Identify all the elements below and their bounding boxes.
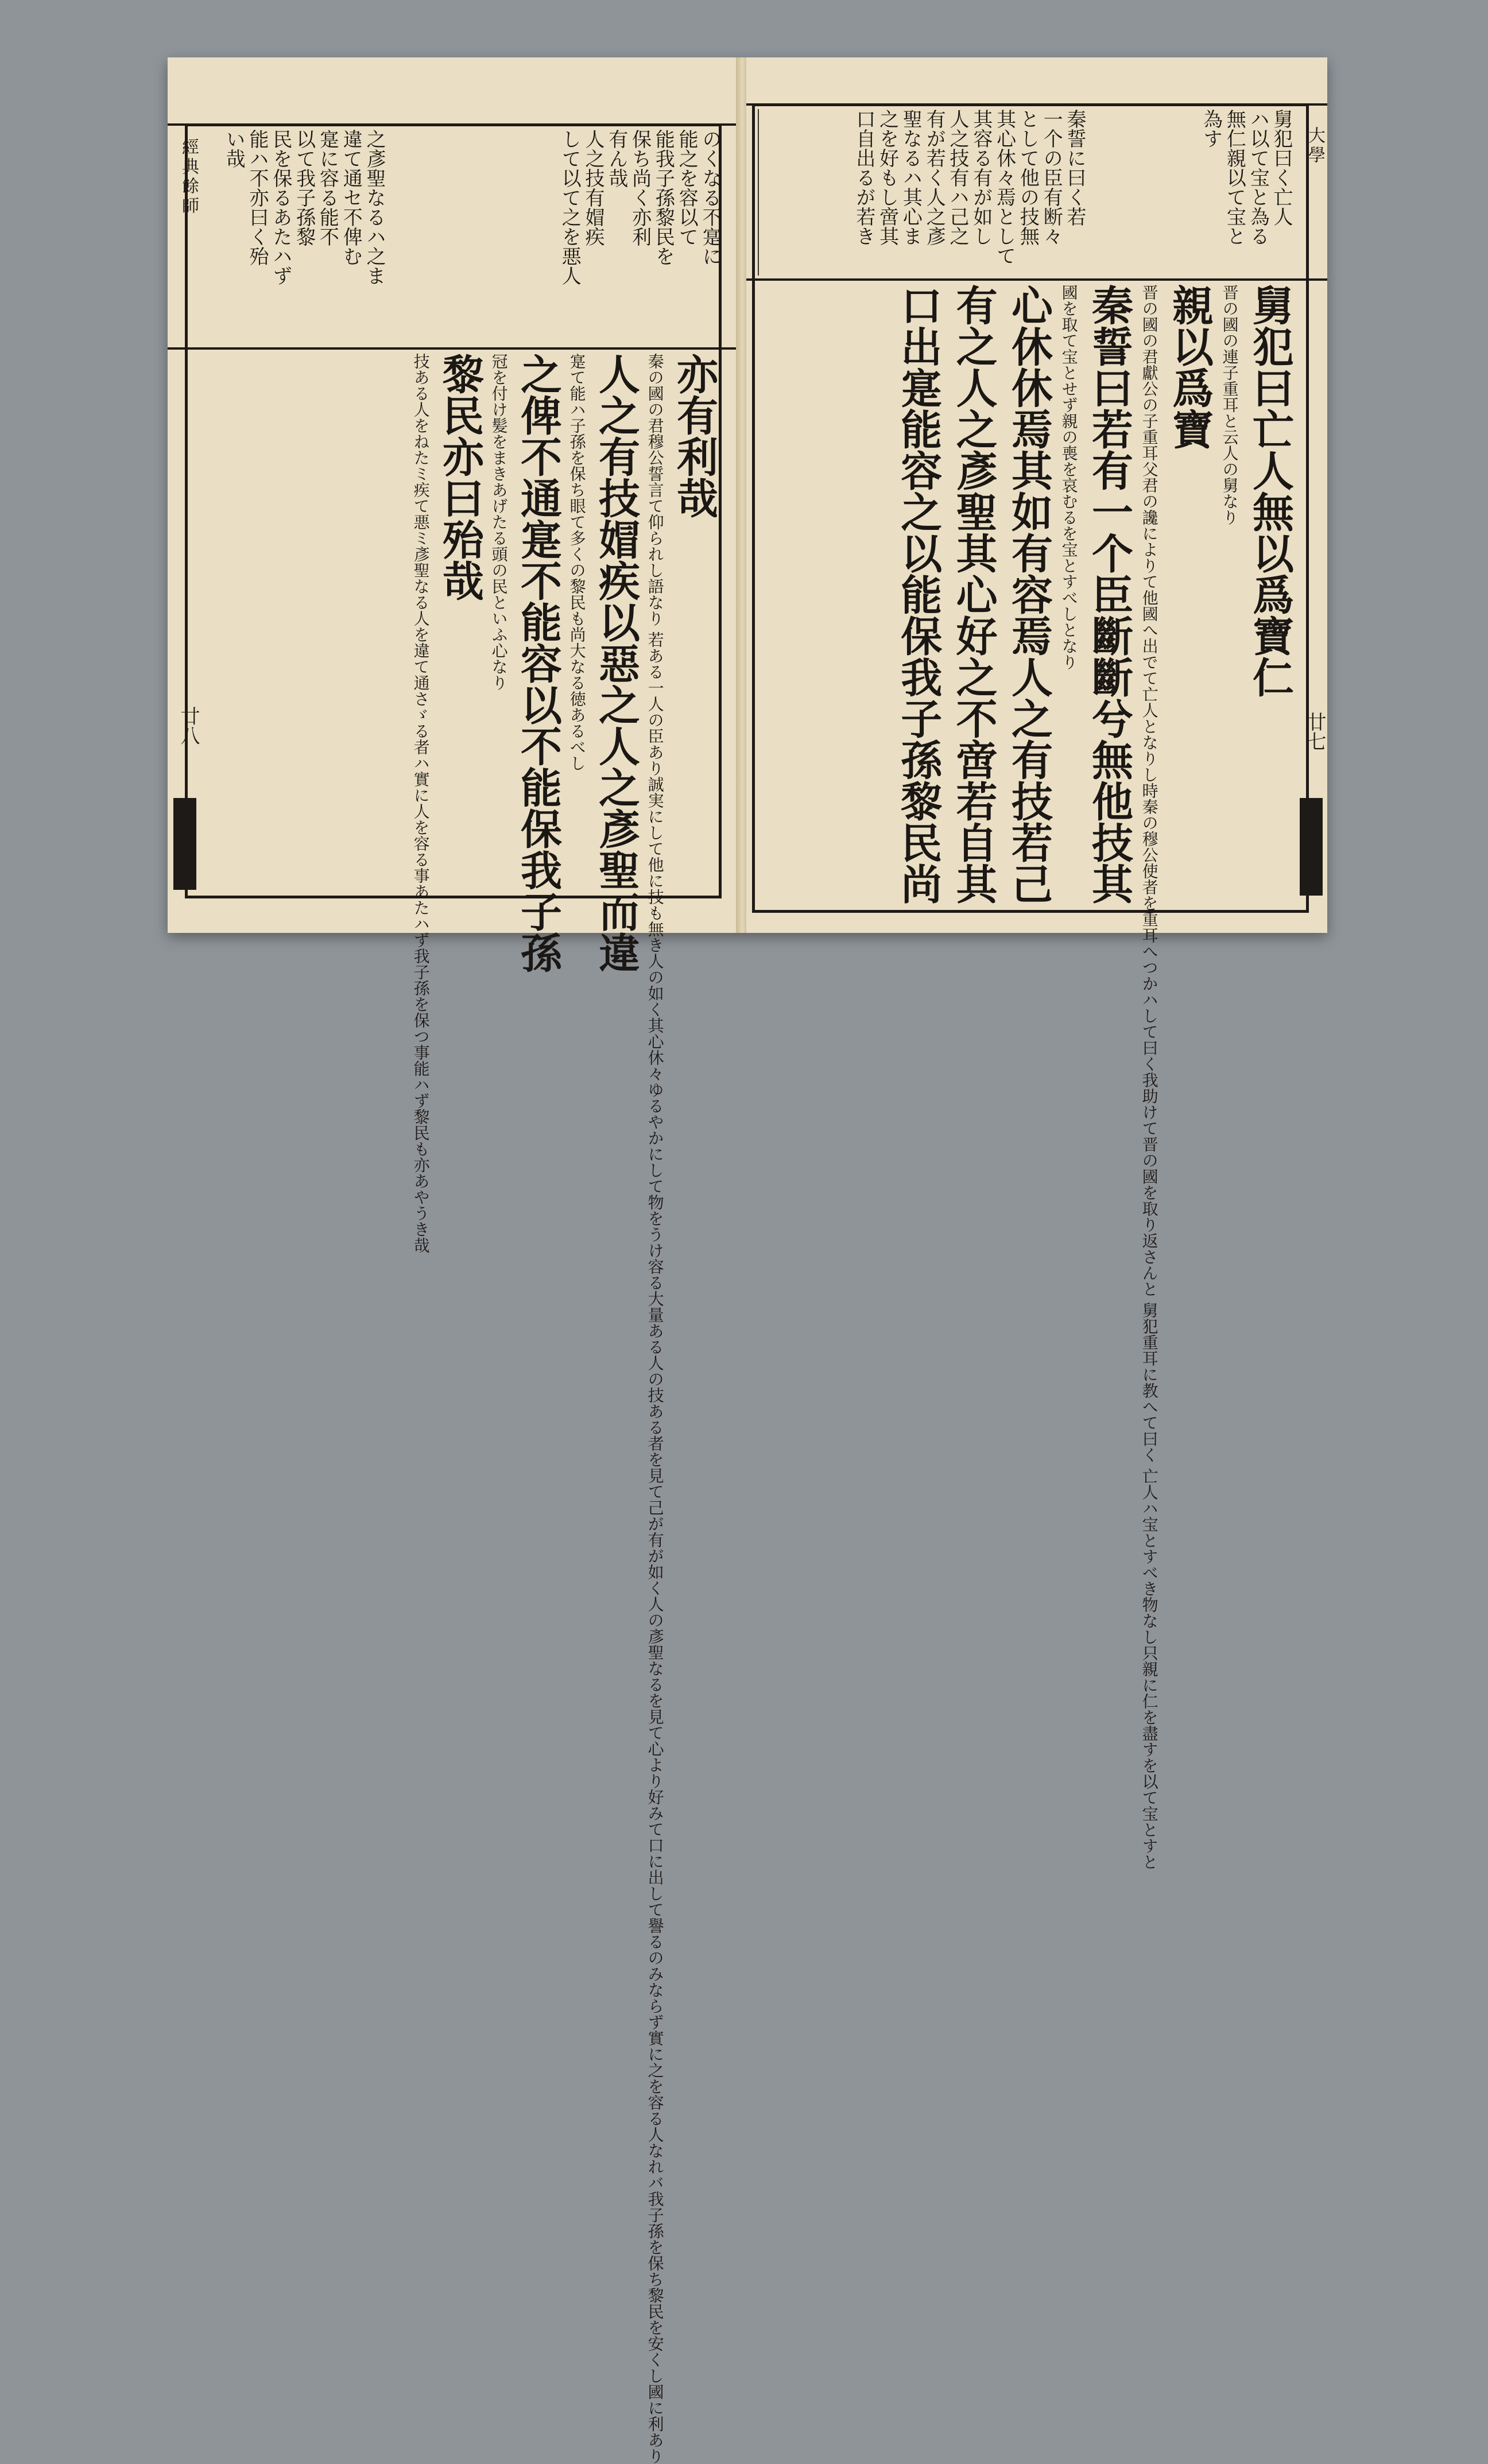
left-header-note: い哉 xyxy=(222,129,246,168)
annotation-column: 晋の國の君獻公の子重耳父君の讒によりて他國へ出でて亡人となりし時秦の穆公使者を重耳へつかハして曰く我助けて晋の國を取り返さんと 舅犯重耳に教へて曰く 亡人ハ宝とすべき物なし只親に仁を盡すを以て宝とすと xyxy=(1140,284,1159,1870)
right-header-note: 無仁親以て宝と xyxy=(1223,109,1246,246)
main-text-column: 秦誓曰若有一个臣斷斷兮無他技其 xyxy=(1085,284,1134,904)
right-margin-column xyxy=(1299,103,1324,907)
left-header-note: 民を保るあたハず xyxy=(269,129,292,285)
annotation-column: 寔て能ハ子孫を保ち眼て多くの黎民も尚大なる徳あるべし xyxy=(567,353,587,771)
annotation-column: 技ある人をねたミ疾て悪ミ彥聖なる人を違て通さゞる者ハ實に人を容る事あたハず我子孫を保つ事能ハず黎民も亦あやうき哉 xyxy=(411,353,431,1253)
right-header-note: 其容る有が如し xyxy=(969,109,993,246)
right-header-note: 口自出るが若き xyxy=(852,109,875,246)
open-book xyxy=(168,57,1327,2464)
left-margin-title: 經典餘師 xyxy=(179,138,199,216)
main-text-column: 人之有技媢疾以惡之人之彥聖而違 xyxy=(592,353,641,973)
right-header-notes-2 xyxy=(758,109,1086,276)
right-top-rule xyxy=(746,103,1327,106)
right-header-note: 人之技有ハ己之 xyxy=(946,109,970,246)
right-header-note: 為す xyxy=(1199,109,1223,148)
right-main-body xyxy=(758,284,1295,1870)
left-header-note: 寔に容る能不 xyxy=(316,129,339,246)
right-header-note: 聖なるハ其心ま xyxy=(899,109,923,246)
annotation-column: 晋の國の連子重耳と云人の舅なり xyxy=(1220,284,1239,525)
right-header-note: 舅犯曰く亡人 xyxy=(1270,109,1293,226)
left-header-note: 人之技有媢疾 xyxy=(582,129,605,246)
right-header-note: 其心休々焉として xyxy=(993,109,1016,265)
left-folio-number: 廿八 xyxy=(177,706,200,745)
left-header-note: 之彥聖なるハ之ま xyxy=(363,129,386,285)
main-text-column: 親以爲寶 xyxy=(1165,284,1215,450)
right-margin-black-bar xyxy=(1300,798,1323,896)
right-header-note: 之を好もし啻其 xyxy=(875,109,899,246)
right-folio-number: 廿七 xyxy=(1303,712,1326,751)
right-header-note: 一个の臣有断々 xyxy=(1040,109,1063,246)
left-margin-black-bar xyxy=(173,798,196,890)
annotation-column: 冠を付け髪をまきあげたる頭の民といふ心なり xyxy=(489,353,509,691)
main-text-column: 心休休焉其如有容焉人之有技若己 xyxy=(1005,284,1054,904)
annotation-column: 國を取て宝とせず親の喪を哀むるを宝とすべしとなり xyxy=(1059,284,1079,670)
left-header-note: のくなる不寔に xyxy=(699,129,722,266)
left-mid-rule xyxy=(168,347,739,350)
right-mid-rule xyxy=(746,278,1327,281)
left-top-rule xyxy=(168,123,739,126)
left-header-note: して以て之を悪人 xyxy=(558,129,582,285)
left-header-note: 違て通セ不俾む xyxy=(339,129,363,266)
main-text-column: 舅犯曰亡人無以爲寶仁 xyxy=(1246,284,1295,698)
main-text-column: 亦有利哉 xyxy=(670,353,719,518)
left-header-note: 有ん哉 xyxy=(604,129,628,188)
main-text-column: 有之人之彥聖其心好之不啻若自其 xyxy=(949,284,998,904)
left-header-notes-2 xyxy=(214,129,386,344)
left-header-note: 能ハ不亦曰く殆 xyxy=(246,129,269,266)
main-text-column: 黎民亦曰殆哉 xyxy=(436,353,485,601)
left-margin-column xyxy=(172,126,200,890)
right-header-note: ハ以て宝と為る xyxy=(1246,109,1270,246)
main-text-column: 之俾不通寔不能容以不能保我子孫 xyxy=(514,353,563,973)
right-margin-title: 大學 xyxy=(1305,126,1325,165)
left-page xyxy=(168,57,739,2464)
annotation-column: 秦の國の君穆公誓言て仰られし語なり 若ある一人の臣あり誠実にして他に技も無き人の如く其心休々ゆるやかにして物をうけ容る大量ある人の技ある者を見て己が有が如く人の彥聖なるを見て心より好みて口に出して譽るのみならず實に之を容る人なれバ我子孫を保ち黎民を安くし國に利あり xyxy=(645,353,665,2464)
left-main-body xyxy=(214,353,719,2464)
right-header-note: 秦誓に曰く若 xyxy=(1063,109,1086,226)
right-header-note: 有が若く人之彥 xyxy=(923,109,946,246)
left-header-note: 以て我子孫黎 xyxy=(292,129,316,246)
left-header-note: 能我子孫黎民を xyxy=(652,129,675,266)
left-header-note: 能之を容以て xyxy=(675,129,699,246)
main-text-column: 口出寔能容之以能保我子孫黎民尚 xyxy=(894,284,943,904)
left-header-notes xyxy=(377,129,722,344)
left-header-note: 保ち尚く亦利 xyxy=(628,129,652,246)
right-header-notes xyxy=(1121,109,1293,276)
right-page xyxy=(746,57,1327,1870)
right-header-note: として他の技無 xyxy=(1016,109,1040,246)
